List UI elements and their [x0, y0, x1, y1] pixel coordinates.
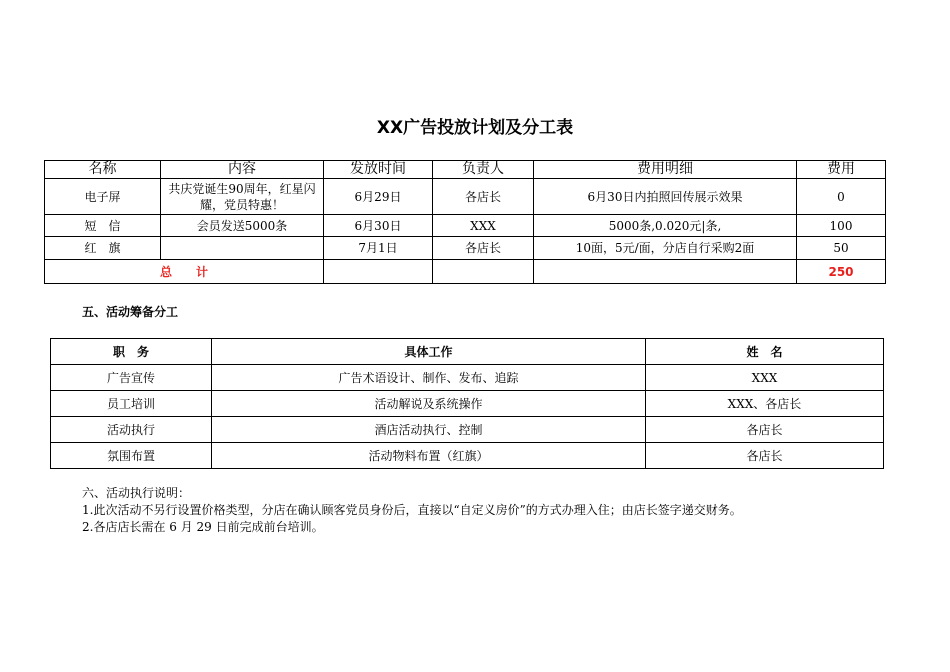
column-header: 职 务	[51, 339, 212, 365]
table-cell: 各店长	[646, 417, 884, 443]
column-header: 费用	[797, 161, 886, 179]
total-row	[45, 260, 886, 284]
table-cell: 酒店活动执行、控制	[212, 417, 646, 443]
table-cell: 0	[797, 179, 886, 215]
total-value: 250	[797, 260, 886, 284]
table-row	[51, 365, 884, 391]
column-header: 发放时间	[324, 161, 433, 179]
table-cell	[324, 260, 433, 284]
table-header-row	[51, 339, 884, 365]
table-cell: 7月1日	[324, 237, 433, 260]
section-heading: 五、活动筹备分工	[82, 305, 179, 319]
table-cell: 6月30日	[324, 215, 433, 237]
note-line: 2.各店店长需在 6 月 29 日前完成前台培训。	[82, 520, 324, 534]
table-cell: 氛围布置	[51, 443, 212, 469]
column-header: 具体工作	[212, 339, 646, 365]
table-cell: 红 旗	[45, 237, 161, 260]
total-label: 总 计	[45, 260, 324, 284]
table-cell	[534, 260, 797, 284]
table-row	[51, 417, 884, 443]
column-header: 费用明细	[534, 161, 797, 179]
table-cell: 100	[797, 215, 886, 237]
table-cell: XXX	[646, 365, 884, 391]
table-cell: 共庆党诞生90周年，红星闪耀，党员特惠！	[161, 179, 324, 215]
table-row	[45, 179, 886, 215]
ad-plan-table	[44, 160, 886, 284]
table-cell	[433, 260, 534, 284]
document-title: XX广告投放计划及分工表	[376, 118, 574, 138]
table-cell	[161, 237, 324, 260]
table-cell: 各店长	[433, 237, 534, 260]
table-cell: 活动物料布置（红旗）	[212, 443, 646, 469]
execution-notes	[82, 485, 742, 536]
note-line: 1.此次活动不另行设置价格类型，分店在确认顾客党员身份后，直接以“自定义房价”的方式办理入住；由店长签字递交财务。	[82, 503, 742, 517]
table-cell: 电子屏	[45, 179, 161, 215]
staff-assignment-table	[50, 338, 884, 469]
table-cell: 6月29日	[324, 179, 433, 215]
table-row	[51, 391, 884, 417]
column-header: 内容	[161, 161, 324, 179]
column-header: 负责人	[433, 161, 534, 179]
table-cell: 6月30日内拍照回传展示效果	[534, 179, 797, 215]
table-cell: 10面，5元/面，分店自行采购2面	[534, 237, 797, 260]
table-cell: 各店长	[646, 443, 884, 469]
table-cell: 5000条,0.020元|条,	[534, 215, 797, 237]
table-cell: 广告术语设计、制作、发布、追踪	[212, 365, 646, 391]
table-cell: 活动解说及系统操作	[212, 391, 646, 417]
table-cell: XXX	[433, 215, 534, 237]
column-header: 名称	[45, 161, 161, 179]
table-cell: XXX、各店长	[646, 391, 884, 417]
table-row	[51, 443, 884, 469]
section-heading: 六、活动执行说明：	[82, 486, 191, 500]
table-cell: 各店长	[433, 179, 534, 215]
table-cell: 广告宣传	[51, 365, 212, 391]
table-cell: 50	[797, 237, 886, 260]
column-header: 姓 名	[646, 339, 884, 365]
table-row	[45, 237, 886, 260]
table-row	[45, 215, 886, 237]
table-cell: 员工培训	[51, 391, 212, 417]
table-header-row	[45, 161, 886, 179]
table-cell: 会员发送5000条	[161, 215, 324, 237]
table-cell: 短 信	[45, 215, 161, 237]
table-cell: 活动执行	[51, 417, 212, 443]
